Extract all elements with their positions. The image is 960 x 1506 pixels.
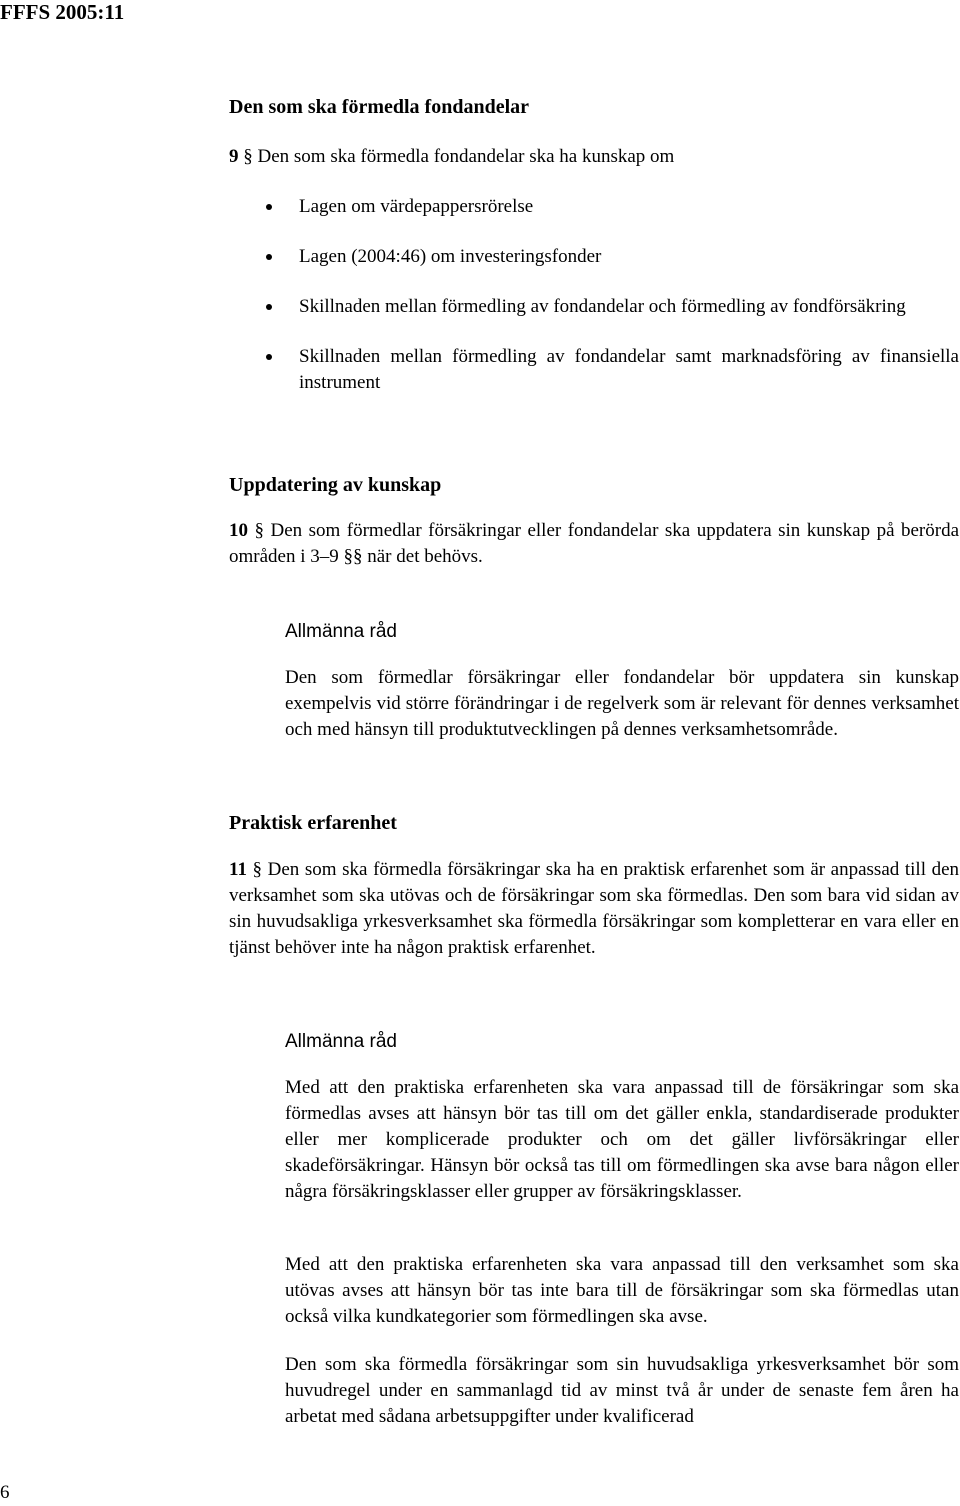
- paragraph-9: [229, 144, 959, 170]
- paragraph-number: 10: [229, 520, 248, 541]
- general-advice-text: Den som förmedlar försäkringar eller fondandelar bör uppdatera sin kunskap exempelvis vid större förändringar i de regelverk som är relevant för dennes verksamhet och med hänsyn till produktutvecklingen på dennes verksamhetsområde.: [285, 667, 959, 740]
- general-advice-heading: Allmänna råd: [285, 621, 397, 642]
- list-item: [229, 344, 959, 396]
- list-item-text: Skillnaden mellan förmedling av fondandelar och förmedling av fondförsäkring: [299, 296, 906, 317]
- general-advice-paragraph: Med att den praktiska erfarenheten ska vara anpassad till de försäkringar som ska förmedlas avses att hänsyn bör tas till om det gäller enkla, standardiserade produkter eller mer komplicerade produkter och om det gäller livförsäkringar eller skadeförsäkringar. Hänsyn bör också tas till om förmedlingen ska avse bara någon eller några försäkringsklasser eller grupper av försäkringsklasser.: [285, 1077, 959, 1202]
- list-item: [229, 244, 959, 270]
- list-item-text: Lagen om värdepappersrörelse: [299, 196, 534, 217]
- list-item: [229, 294, 959, 320]
- paragraph-10: [229, 518, 959, 570]
- general-advice-paragraph: Med att den praktiska erfarenheten ska vara anpassad till den verksamhet som ska utövas avses att hänsyn bör tas inte bara till de försäkringar som ska förmedlas utan också vilka kundkategorier som förmedlingen ska avse.: [285, 1254, 959, 1327]
- list-item-text: Skillnaden mellan förmedling av fondandelar samt marknadsföring av finansiella instrument: [299, 346, 959, 393]
- section-heading-praktisk: Praktisk erfarenhet: [229, 812, 397, 834]
- paragraph-number: 9: [229, 146, 239, 167]
- paragraph-text: Den som ska förmedla försäkringar ska ha en praktisk erfarenhet som är anpassad till den verksamhet som ska utövas och de försäkringar som ska förmedlas. Den som bara vid sidan av sin huvudsakliga yrkesverksamhet ska förmedla försäkringar som kompletterar en vara eller en tjänst behöver inte ha någon praktisk erfarenhet.: [229, 859, 959, 958]
- paragraph-text: Den som förmedlar försäkringar eller fondandelar ska uppdatera sin kunskap på berörda områden i 3–9 §§ när det behövs.: [229, 520, 960, 567]
- section-symbol: §: [254, 520, 264, 541]
- bullet-icon: [266, 254, 272, 260]
- paragraph-text: Den som ska förmedla fondandelar ska ha kunskap om: [257, 146, 675, 167]
- bullet-icon: [266, 204, 272, 210]
- paragraph-11: [229, 857, 959, 961]
- section-heading-fondandelar: Den som ska förmedla fondandelar: [229, 96, 530, 118]
- list-item-text: Lagen (2004:46) om investeringsfonder: [299, 246, 602, 267]
- list-item: [229, 194, 959, 220]
- document-header: FFFS 2005:11: [0, 0, 125, 24]
- general-advice-paragraph: Den som ska förmedla försäkringar som sin huvudsakliga yrkesverksamhet bör som huvudregel under en sammanlagd tid av minst två år under de senaste fem åren ha arbetat med sådana arbetsuppgifter under kvalificerad: [285, 1354, 959, 1427]
- knowledge-list: [229, 194, 959, 420]
- section-heading-uppdatering: Uppdatering av kunskap: [229, 474, 442, 496]
- paragraph-number: 11: [229, 859, 247, 880]
- section-symbol: §: [243, 146, 253, 167]
- bullet-icon: [266, 354, 272, 360]
- page-number: 6: [0, 1482, 10, 1503]
- general-advice-heading: Allmänna råd: [285, 1031, 397, 1052]
- bullet-icon: [266, 304, 272, 310]
- section-symbol: §: [252, 859, 263, 880]
